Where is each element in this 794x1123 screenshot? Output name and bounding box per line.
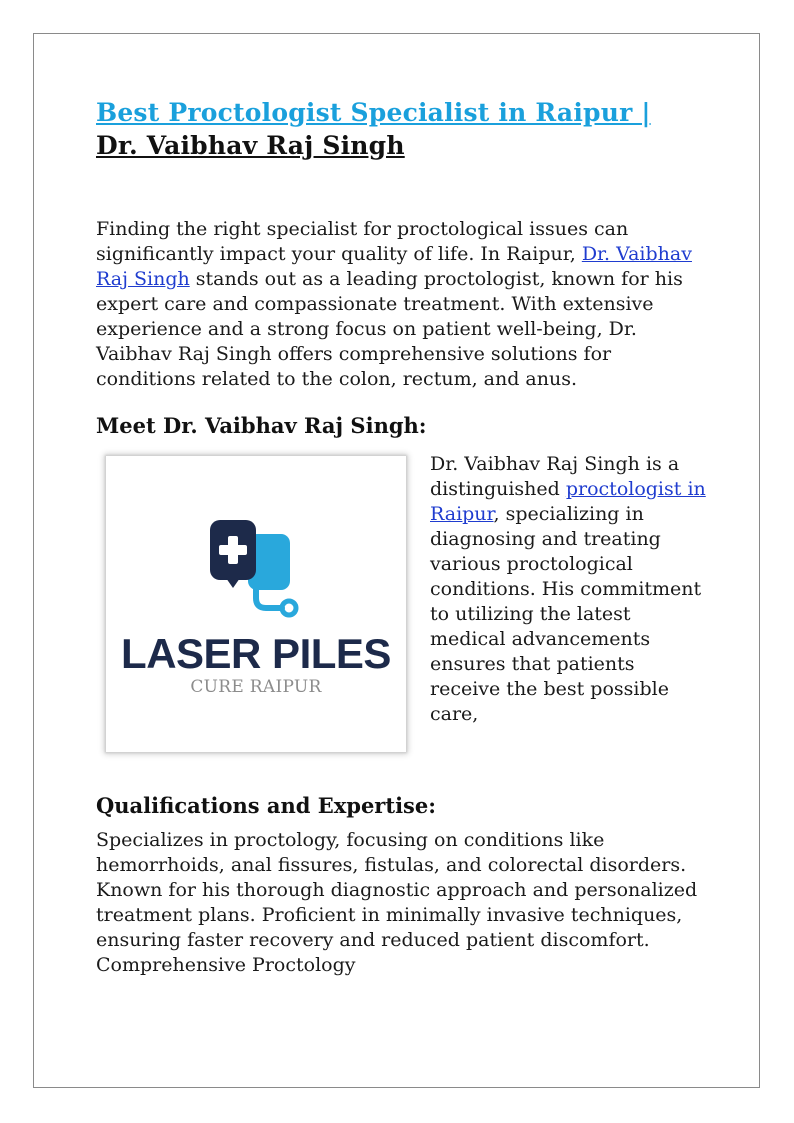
meet-paragraph <box>430 452 708 727</box>
title-doctor-name: Dr. Vaibhav Raj Singh <box>96 131 405 160</box>
logo-sub-text: CURE RAIPUR <box>190 677 322 697</box>
document-body <box>96 96 704 978</box>
meet-heading: Meet Dr. Vaibhav Raj Singh: <box>96 413 427 438</box>
proctologist-link[interactable]: proctologist in Raipur <box>430 478 706 525</box>
logo-main-text: LASER PILES <box>121 630 391 677</box>
clinic-logo <box>106 456 406 752</box>
intro-text-start: Finding the right specialist for proctological issues can significantly impact your quality of life. In Raipur, <box>96 218 629 265</box>
page-title <box>96 96 704 162</box>
qualifications-paragraph: Specializes in proctology, focusing on conditions like hemorrhoids, anal fissures, fistulas, and colorectal disorders. Known for his thorough diagnostic approach and personalized treatment plans. Proficient in minimally invasive techniques, ensuring faster recovery and reduced patient discomfort. Comprehensive Proctology <box>96 829 698 976</box>
medical-cross-stethoscope-icon <box>106 456 406 636</box>
qualifications-heading: Qualifications and Expertise: <box>96 793 436 818</box>
meet-text-start: Dr. Vaibhav Raj Singh is a distinguished <box>430 453 680 500</box>
doctor-name-link[interactable]: Dr. Vaibhav Raj Singh <box>96 243 692 290</box>
intro-text-end: stands out as a leading proctologist, known for his expert care and compassionate treatment. With extensive experience and a strong focus on patient well-being, Dr. Vaibhav Raj Singh offers comprehensive solutions for conditions related to the colon, rectum, and anus. <box>96 268 683 390</box>
meet-text-end: , specializing in diagnosing and treating various proctological conditions. His commitment to utilizing the latest medical advancements ensures that patients receive the best possible care, <box>430 503 702 725</box>
title-link[interactable]: Best Proctologist Specialist in Raipur | <box>96 98 651 127</box>
intro-paragraph <box>96 217 704 392</box>
meet-section <box>96 452 704 782</box>
